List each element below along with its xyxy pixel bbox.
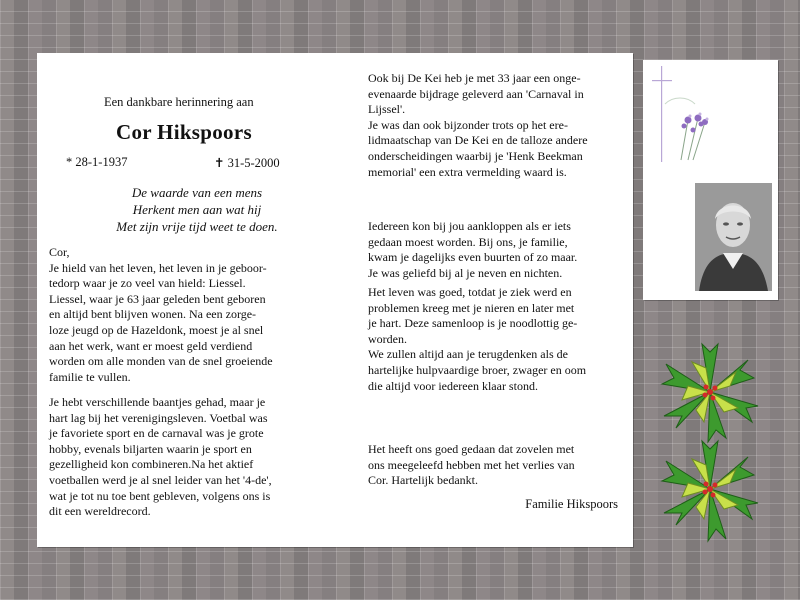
text-line: Cor, [49,245,70,259]
text-line: Lijssel'. [368,102,406,117]
text-line: Iedereen kon bij jou aankloppen als er iets [368,219,571,233]
text-line: memorial' een extra vermelding waard is. [368,164,567,179]
text-line: Je hebt verschillende baantjes gehad, maar je [49,395,266,409]
poem-line: Herkent men aan wat hij [132,202,262,217]
right-paragraph-3 [368,285,618,394]
text-line: Je hield van het leven, het leven in je geboor- [49,260,267,275]
intro-text: Een dankbare herinnering aan [104,95,254,109]
text-line: gedaan moest worden. Bij ons, je familie, [368,234,568,249]
left-paragraph-2 [49,395,345,520]
front-card [643,60,778,300]
text-line: ons meegeleefd hebben met het verlies van [368,457,575,472]
text-line: Cor. Hartelijk bedankt. [368,473,478,488]
right-paragraph-2 [368,219,618,281]
text-line: Liessel, waar je 63 jaar geleden bent geboren [49,291,266,306]
poinsettia-icon [655,340,765,445]
text-line: familie te vullen. [49,369,131,384]
text-line: Je was geliefd bij al je neven en nichten. [368,265,563,280]
poem-line: Met zijn vrije tijd weet te doen. [116,219,278,234]
text-line: wat je tot nu toe bent gebleven, volgens ons is [49,488,271,503]
portrait-photo [695,183,772,291]
text-line: je favoriete sport en de carnaval was je grote [49,426,264,441]
right-paragraph-4 [368,442,618,489]
text-line: loze jeugd op de Hazeldonk, moest je al snel [49,322,264,337]
poem [49,184,345,235]
signature: Familie Hikspoors [525,497,618,511]
text-line: aan het werk, want er moest geld verdiend [49,338,253,353]
flower-sprig-icon [643,60,778,180]
text-line: hobby, evenals biljarten waarin je sport en [49,441,252,456]
text-line: hartelijke hulpvaardige broer, zwager en oom [368,362,587,377]
text-line: Ook bij De Kei heb je met 33 jaar een onge- [368,71,581,85]
left-paragraph-1 [49,245,345,385]
death-date: ✝ 31-5-2000 [214,156,280,170]
right-paragraph-1 [368,71,618,180]
text-line: kwam je dagelijks even buurten of zo maar. [368,250,578,265]
text-line: lidmaatschap van De Kei en de talloze andere [368,133,588,148]
text-line: gezelligheid kon combineren.Na het aktief [49,457,254,472]
text-line: die altijd voor iedereen klaar stond. [368,378,538,393]
text-line: voetballen werd je al snel leider van het '4-de', [49,472,272,487]
text-line: je hart. Deze samenloop is je noodlottig ge- [368,316,578,331]
poem-line: De waarde van een mens [131,185,263,200]
memorial-card [37,53,633,547]
text-line: Het leven was goed, totdat je ziek werd en [368,285,572,299]
birth-date: * 28-1-1937 [66,155,128,169]
deceased-name: Cor Hikspoors [116,120,252,144]
text-line: worden. [368,331,407,346]
text-line: We zullen altijd aan je terugdenken als de [368,347,568,362]
poinsettia-icon [655,437,765,547]
text-line: en altijd bent blijven wonen. Na een zorge- [49,307,257,322]
text-line: onderscheidingen waarbij je 'Henk Beekman [368,148,583,163]
text-line: evenaarde bijdrage geleverd aan 'Carnaval in [368,86,584,101]
text-line: tedorp waar je zo veel van hield: Liessel. [49,276,246,291]
text-line: Je was dan ook bijzonder trots op het ere- [368,117,568,132]
text-line: hart lag bij het verenigingsleven. Voetbal was [49,410,268,425]
text-line: worden om alle monden van de snel groeiende [49,354,273,369]
text-line: Het heeft ons goed gedaan dat zovelen met [368,442,575,456]
text-line: dit een wereldrecord. [49,504,151,519]
text-line: problemen kreeg met je nieren en later met [368,300,575,315]
cross-icon [652,66,672,162]
